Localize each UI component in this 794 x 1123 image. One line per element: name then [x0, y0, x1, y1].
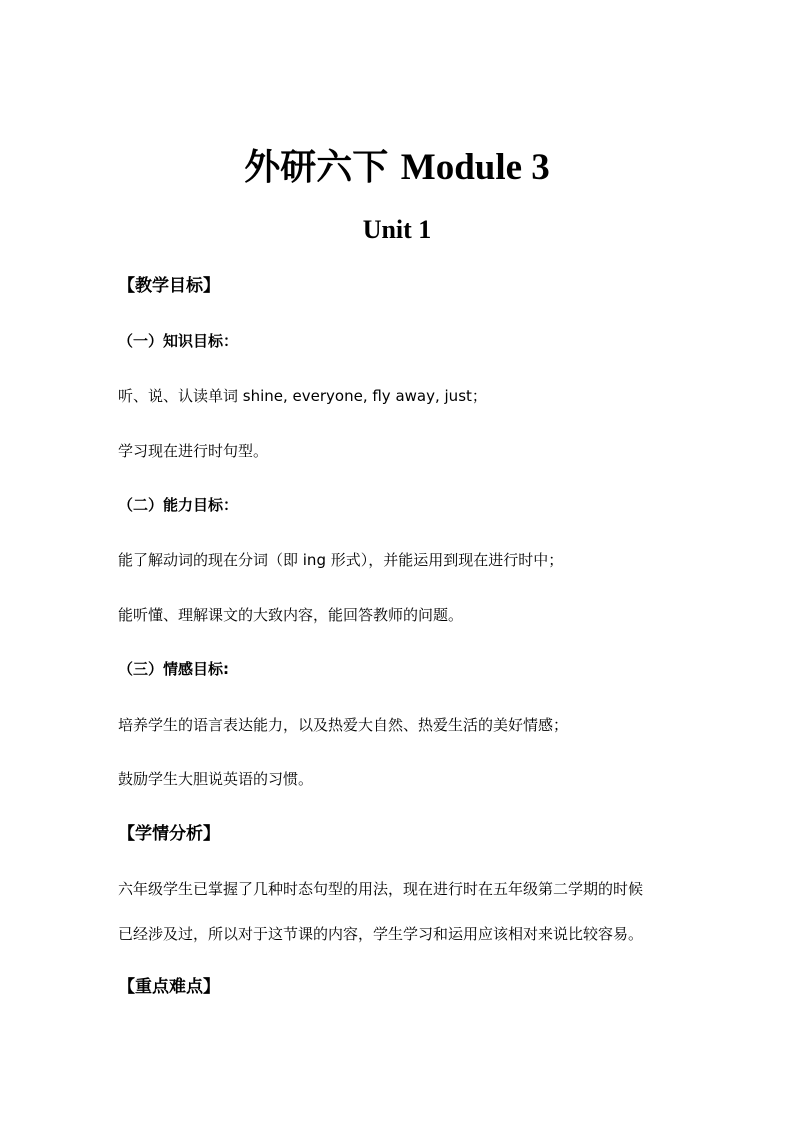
- paragraph-analysis-1: 六年级学生已掌握了几种时态句型的用法，现在进行时在五年级第二学期的时候: [118, 880, 644, 898]
- section-heading-keypoints: 【重点难点】: [118, 977, 220, 997]
- subheading-knowledge-goals: （一）知识目标：: [118, 332, 239, 350]
- subheading-emotion-goals: （三）情感目标:: [118, 660, 229, 678]
- section-heading-analysis: 【学情分析】: [118, 824, 220, 844]
- document-title: [0, 146, 794, 190]
- document-subtitle: Unit 1: [362, 215, 432, 244]
- title-module: Module 3: [400, 147, 550, 188]
- paragraph-ability-2: 能听懂、理解课文的大致内容，能回答教师的问题。: [118, 606, 464, 624]
- paragraph-knowledge-1: 听、说、认读单词 shine, everyone, fly away, just；: [118, 387, 487, 405]
- paragraph-emotion-1: 培养学生的语言表达能力，以及热爱大自然、热爱生活的美好情感；: [118, 716, 569, 734]
- paragraph-emotion-2: 鼓励学生大胆说英语的习惯。: [118, 770, 314, 788]
- paragraph-ability-1: 能了解动词的现在分词（即 ing 形式），并能运用到现在进行时中；: [118, 551, 564, 569]
- paragraph-analysis-2: 已经涉及过，所以对于这节课的内容，学生学习和运用应该相对来说比较容易。: [118, 925, 644, 943]
- section-heading-goals: 【教学目标】: [118, 276, 220, 296]
- title-chinese: 外研六下: [244, 147, 389, 188]
- subheading-ability-goals: （二）能力目标：: [118, 496, 239, 514]
- paragraph-knowledge-2: 学习现在进行时句型。: [118, 442, 269, 460]
